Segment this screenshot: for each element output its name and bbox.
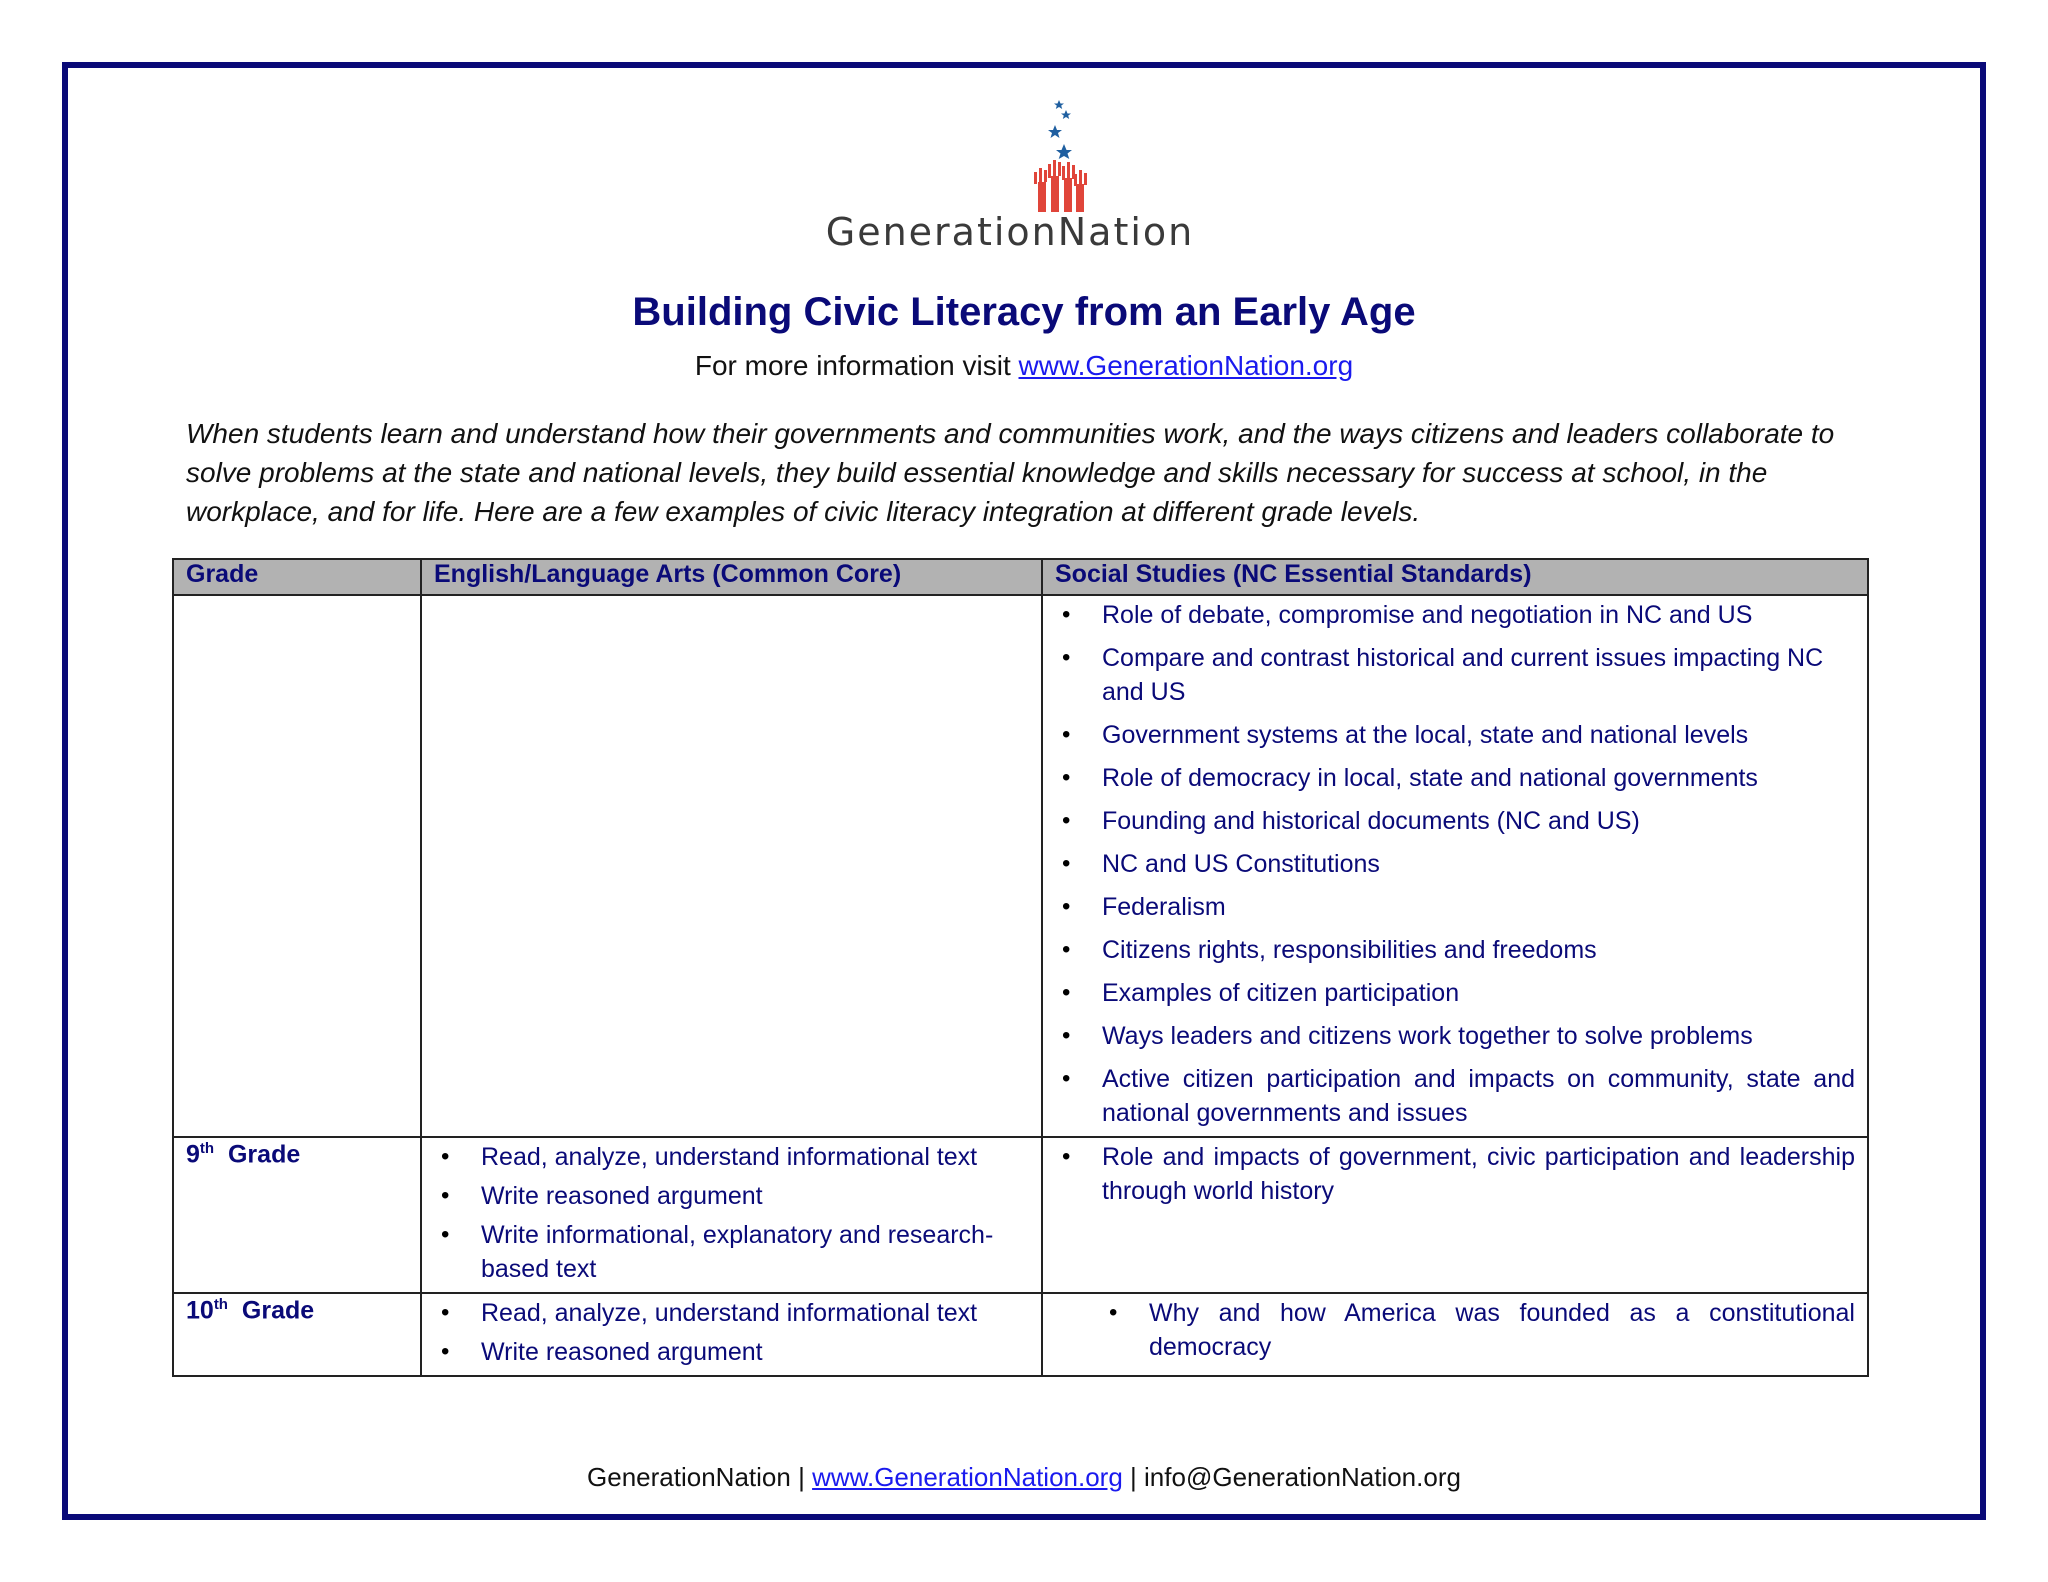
table-row bbox=[173, 1293, 1868, 1376]
list-item: • Active citizen participation and impacts on community, state and national governments and issues bbox=[1102, 1062, 1855, 1130]
social-studies-cell bbox=[1042, 1137, 1868, 1293]
page-title: Building Civic Literacy from an Early Age bbox=[632, 290, 1416, 334]
list-item: • Role of democracy in local, state and national governments bbox=[1102, 761, 1855, 795]
grade-suffix: th bbox=[199, 1140, 215, 1157]
header-grade: Grade bbox=[173, 559, 421, 595]
social-studies-cell bbox=[1042, 595, 1868, 1137]
list-item: • Write informational, explanatory and research-based text bbox=[481, 1218, 1029, 1286]
footer-website-link[interactable]: www.GenerationNation.org bbox=[812, 1462, 1123, 1492]
grade-label: Grade bbox=[227, 1140, 301, 1169]
intro-paragraph: When students learn and understand how their governments and communities work, and the ways citizens and leaders collaborate to solve problems at the state and national levels, they build essential knowledge and skills necessary for success at school, in the workplace, and for life. Here are a few examples of civic literacy integration at different grade levels. bbox=[186, 418, 1835, 527]
list-item: • Write reasoned argument bbox=[481, 1335, 1029, 1369]
list-item: • Role of debate, compromise and negotiation in NC and US bbox=[1102, 598, 1855, 632]
grade-number: 10 bbox=[186, 1296, 214, 1325]
ela-cell bbox=[421, 595, 1042, 1137]
ela-list bbox=[434, 1296, 1029, 1369]
ela-cell bbox=[421, 1137, 1042, 1293]
standards-table bbox=[172, 558, 1869, 1377]
website-link[interactable]: www.GenerationNation.org bbox=[1018, 350, 1354, 381]
header-ela: English/Language Arts (Common Core) bbox=[421, 559, 1042, 595]
grade-suffix: th bbox=[213, 1296, 228, 1313]
list-item: • Federalism bbox=[1102, 890, 1855, 924]
social-studies-list bbox=[1055, 1296, 1855, 1364]
table-row bbox=[173, 1137, 1868, 1293]
grade-cell bbox=[173, 595, 421, 1137]
grade-label: Grade bbox=[241, 1296, 315, 1325]
grade-cell bbox=[173, 1137, 421, 1293]
table-header-row bbox=[173, 559, 1868, 595]
grade-number: 9 bbox=[186, 1140, 200, 1169]
list-item: • Compare and contrast historical and current issues impacting NC and US bbox=[1102, 641, 1855, 709]
list-item: • Government systems at the local, state and national levels bbox=[1102, 718, 1855, 752]
list-item: • Role and impacts of government, civic participation and leadership through world history bbox=[1102, 1140, 1855, 1208]
footer-separator: | bbox=[798, 1462, 805, 1492]
table-row bbox=[173, 595, 1868, 1137]
ela-cell bbox=[421, 1293, 1042, 1376]
social-studies-list bbox=[1055, 598, 1855, 1130]
list-item: • Write reasoned argument bbox=[481, 1179, 1029, 1213]
ela-list bbox=[434, 1140, 1029, 1286]
social-studies-cell bbox=[1042, 1293, 1868, 1376]
subtitle-text: For more information visit bbox=[694, 350, 1011, 381]
social-studies-list bbox=[1055, 1140, 1855, 1208]
footer-separator: | bbox=[1130, 1462, 1137, 1492]
page-subtitle bbox=[0, 350, 2048, 382]
list-item: • Read, analyze, understand informational text bbox=[481, 1296, 1029, 1330]
logo-hands-stars-icon bbox=[820, 92, 1200, 212]
list-item: • Ways leaders and citizens work together to solve problems bbox=[1102, 1019, 1855, 1053]
header-social-studies: Social Studies (NC Essential Standards) bbox=[1042, 559, 1868, 595]
list-item: • Citizens rights, responsibilities and freedoms bbox=[1102, 933, 1855, 967]
grade-cell bbox=[173, 1293, 421, 1376]
footer-email: info@GenerationNation.org bbox=[1144, 1462, 1461, 1492]
list-item: • Read, analyze, understand informational text bbox=[481, 1140, 1029, 1174]
list-item: • Why and how America was founded as a constitutional democracy bbox=[1149, 1296, 1855, 1364]
list-item: • NC and US Constitutions bbox=[1102, 847, 1855, 881]
page-footer bbox=[0, 1462, 2048, 1493]
list-item: • Examples of citizen participation bbox=[1102, 976, 1855, 1010]
footer-org: GenerationNation bbox=[587, 1462, 791, 1492]
generation-nation-logo bbox=[820, 92, 1200, 262]
logo-wordmark: GenerationNation bbox=[825, 210, 1195, 254]
list-item: • Founding and historical documents (NC and US) bbox=[1102, 804, 1855, 838]
